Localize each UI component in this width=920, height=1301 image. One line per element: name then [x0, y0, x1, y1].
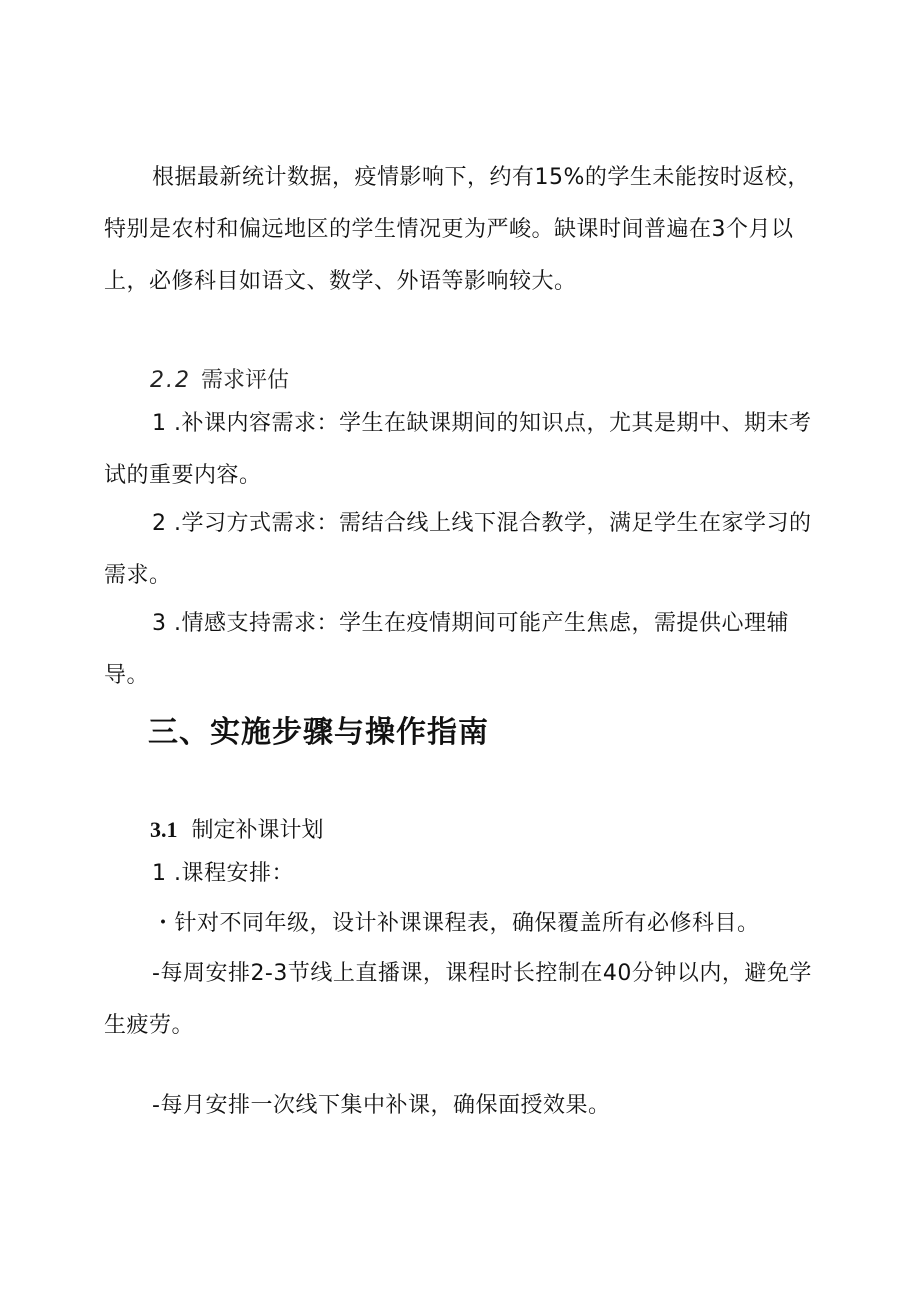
need-item-2: 2 .学习方式需求：需结合线上线下混合教学，满足学生在家学习的需求。	[104, 511, 812, 588]
need-item-3: 3 .情感支持需求：学生在疫情期间可能产生焦虑，需提供心理辅导。	[104, 611, 789, 688]
course-arrangement-label: 1 .课程安排：	[152, 861, 294, 886]
chapter-3-heading: 三、实施步骤与操作指南	[148, 715, 489, 750]
need-item-1: 1 .补课内容需求：学生在缺课期间的知识点，尤其是期中、期末考试的重要内容。	[104, 411, 812, 488]
section-3-1-heading	[150, 815, 324, 846]
bullet-monthly-offline: -每月安排一次线下集中补课，确保面授效果。	[152, 1093, 611, 1118]
bullet-weekly-online: -每周安排2-3节线上直播课，课程时长控制在40分钟以内，避免学生疲劳。	[104, 961, 812, 1038]
section-2-2-title: 需求评估	[201, 368, 290, 393]
bullet-grade-schedule: ・针对不同年级，设计补课课程表，确保覆盖所有必修科目。	[152, 911, 760, 936]
section-2-2-number: 2.2	[150, 368, 191, 393]
section-3-1-title: 制定补课计划	[191, 818, 324, 843]
section-3-1-number: 3.1	[150, 817, 178, 842]
section-2-2-heading	[150, 366, 289, 396]
intro-paragraph: 根据最新统计数据，疫情影响下，约有15%的学生未能按时返校，特别是农村和偏远地区的学生情况更为严峻。缺课时间普遍在3个月以上，必修科目如语文、数学、外语等影响较大。	[104, 165, 810, 294]
